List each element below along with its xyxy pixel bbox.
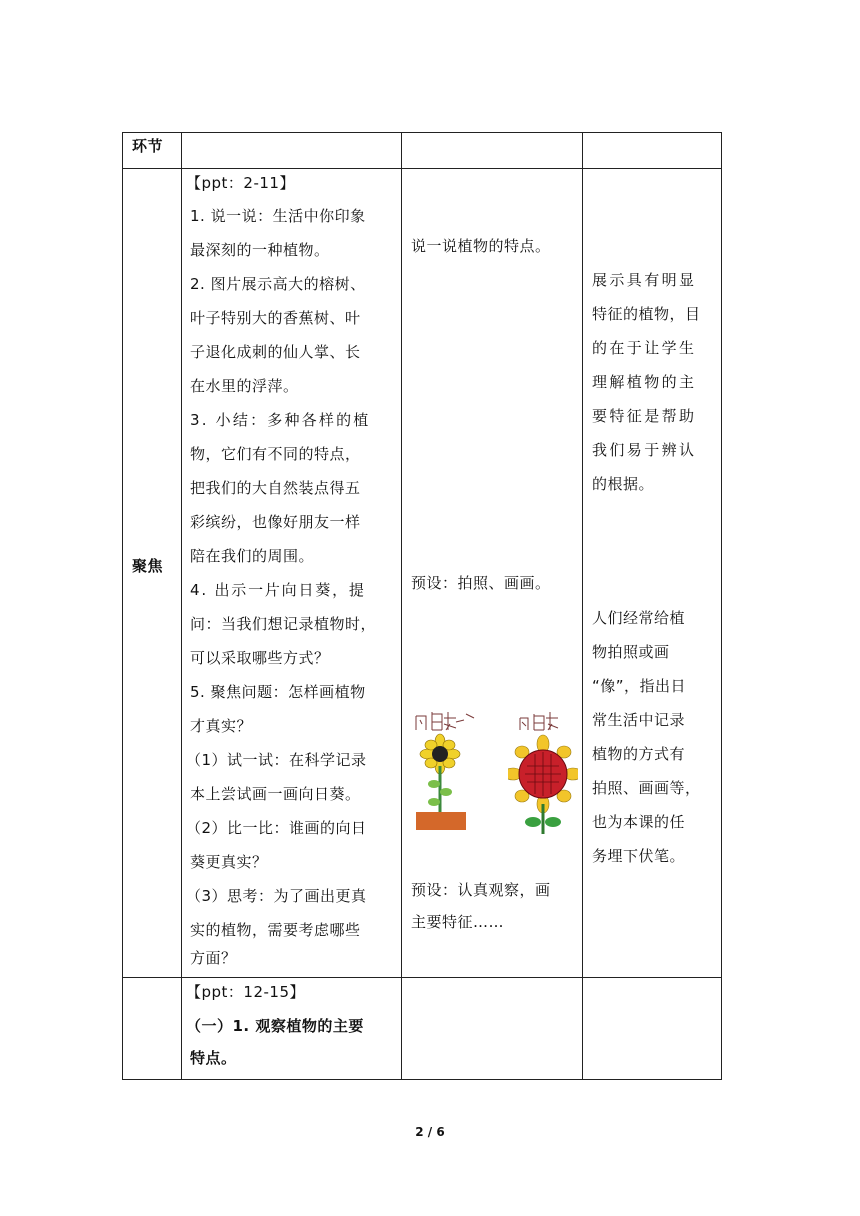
table-border-right [721,132,722,1080]
teacher-line: 5. 聚焦问题：怎样画植物 [190,683,366,701]
student-activity-2: 预设：拍照、画画。 [411,574,551,592]
teacher-line: 最深刻的一种植物。 [190,241,330,259]
stage-label-focus: 聚焦 [132,557,164,575]
next-teacher-line: 特点。 [190,1049,237,1067]
sunflower-drawing-1 [410,700,492,840]
table-border-top [122,132,722,133]
teacher-line: 本上尝试画一画向日葵。 [190,785,361,803]
student-activity-3a: 预设：认真观察，画 [411,881,551,899]
intent-line: 拍照、画画等， [592,779,701,797]
intent-line: 理解植物的主 [592,373,697,391]
teacher-line: （2）比一比：谁画的向日 [186,819,367,837]
page-number: 2 / 6 [415,1125,445,1139]
teacher-line: 陪在我们的周围。 [190,547,315,565]
intent-line: 务埋下伏笔。 [592,847,686,865]
student-activity-1: 说一说植物的特点。 [411,237,551,255]
teacher-line: （1）试一试：在科学记录 [186,751,367,769]
teacher-line: 叶子特别大的香蕉树、叶 [190,309,361,327]
student-activity-3b: 主要特征…… [411,913,505,931]
teacher-line: （3）思考：为了画出更真 [186,887,367,905]
table-col-divider-1 [181,132,182,1080]
teacher-line: 方面？ [190,949,237,967]
teacher-line: 把我们的大自然装点得五 [190,479,361,497]
next-teacher-line: （一）1. 观察植物的主要 [186,1017,364,1035]
teacher-line: 4. 出示一片向日葵，提 [190,581,366,599]
intent-line: 展示具有明显 [592,271,697,289]
intent-line: 常生活中记录 [592,711,686,729]
intent-line: 的在于让学生 [592,339,697,357]
next-teacher-line: 【ppt：12-15】 [186,983,306,1001]
intent-line: 的根据。 [592,475,655,493]
teacher-line: 在水里的浮萍。 [190,377,299,395]
intent-line: 植物的方式有 [592,745,686,763]
intent-line: 人们经常给植 [592,609,686,627]
intent-line: “像”，指出日 [592,677,687,695]
table-col-divider-3 [582,132,583,1080]
teacher-line: 子退化成刺的仙人掌、长 [190,343,361,361]
teacher-line: 【ppt：2-11】 [186,174,295,192]
sunflower-drawing-2 [508,704,578,844]
teacher-line: 3. 小结：多种各样的植 [190,411,371,429]
teacher-line: 实的植物，需要考虑哪些 [190,921,361,939]
teacher-line: 葵更真实？ [190,853,268,871]
header-stage-label: 环节 [132,137,164,155]
intent-line: 也为本课的任 [592,813,686,831]
teacher-line: 才真实？ [190,717,253,735]
teacher-line: 彩缤纷，也像好朋友一样 [190,513,361,531]
teacher-line: 1. 说一说：生活中你印象 [190,207,366,225]
intent-line: 要特征是帮助 [592,407,697,425]
intent-line: 特征的植物，目 [592,305,701,323]
table-border-bottom [122,1079,722,1080]
intent-line: 我们易于辨认 [592,441,697,459]
teacher-line: 2. 图片展示高大的榕树、 [190,275,366,293]
table-border-left [122,132,123,1080]
teacher-line: 可以采取哪些方式？ [190,649,330,667]
teacher-line: 问：当我们想记录植物时， [190,615,377,633]
teacher-line: 物，它们有不同的特点， [190,445,361,463]
table-col-divider-2 [401,132,402,1080]
intent-line: 物拍照或画 [592,643,670,661]
